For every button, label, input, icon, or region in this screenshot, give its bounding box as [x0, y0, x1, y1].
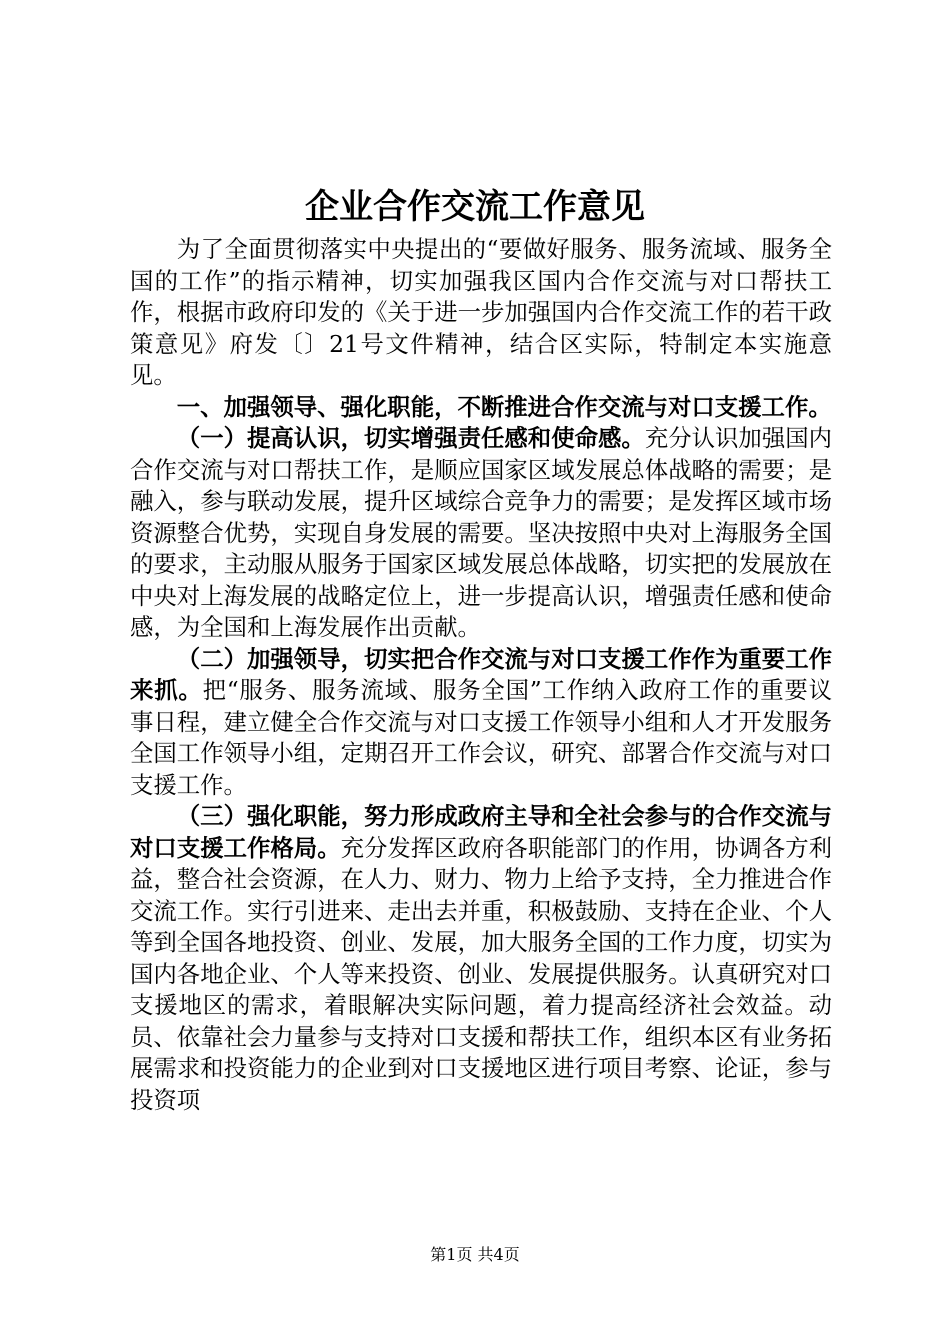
item-body-2: 把“服务、服务流域、服务全国”工作纳入政府工作的重要议事日程，建立健全合作交流与对口支援工作领导小组和人才开发服务全国工作领导小组，定期召开工作会议，研究、部署合作交流与对口支援工作。: [130, 676, 833, 799]
document-title: 企业合作交流工作意见: [305, 187, 645, 227]
item-body-1: 充分认识加强国内合作交流与对口帮扶工作，是顺应国家区域发展总体战略的需要；是融入，参与联动发展，提升区域综合竞争力的需要；是发挥区域市场资源整合优势，实现自身发展的需要。坚决按照中央对上海服务全国的要求，主动服从服务于国家区域发展总体战略，切实把的发展放在中央对上海发展的战略定位上，进一步提高认识，增强责任感和使命感，为全国和上海发展作出贡献。: [130, 424, 833, 641]
item-heading-1: （一）提高认识，切实增强责任感和使命感。: [176, 424, 645, 452]
item-paragraph-2: [130, 644, 832, 802]
item-body-3: 充分发挥区政府各职能部门的作用，协调各方利益，整合社会资源，在人力、财力、物力上给予支持，全力推进合作交流工作。实行引进来、走出去并重，积极鼓励、支持在企业、个人等到全国各地投资、创业、发展，加大服务全国的工作力度，切实为国内各地企业、个人等来投资、创业、发展提供服务。认真研究对口支援地区的需求，着眼解决实际问题，着力提高经济社会效益。动员、依靠社会力量参与支持对口支援和帮扶工作，组织本区有业务拓展需求和投资能力的企业到对口支援地区进行项目考察、论证，参与投资项: [130, 833, 833, 1114]
item-heading-2: （二）加强领导，切实把合作交流与对口支援工作作为重要工作来抓。: [130, 644, 832, 704]
intro-paragraph: 为了全面贯彻落实中央提出的“要做好服务、服务流域、服务全国的工作”的指示精神，切实加强我区国内合作交流与对口帮扶工作，根据市政府印发的《关于进一步加强国内合作交流工作的若干政策意见》府发〔〕21号文件精神，结合区实际，特制定本实施意见。: [130, 235, 832, 389]
document-body: [130, 234, 832, 1116]
item-paragraph-3: [130, 801, 832, 1116]
section-heading: 一、加强领导、强化职能，不断推进合作交流与对口支援工作。: [176, 392, 832, 421]
item-heading-3: （三）强化职能，努力形成政府主导和全社会参与的合作交流与对口支援工作格局。: [130, 802, 832, 862]
page-footer: 第1页 共4页: [430, 1245, 520, 1264]
item-paragraph-1: [130, 423, 832, 644]
